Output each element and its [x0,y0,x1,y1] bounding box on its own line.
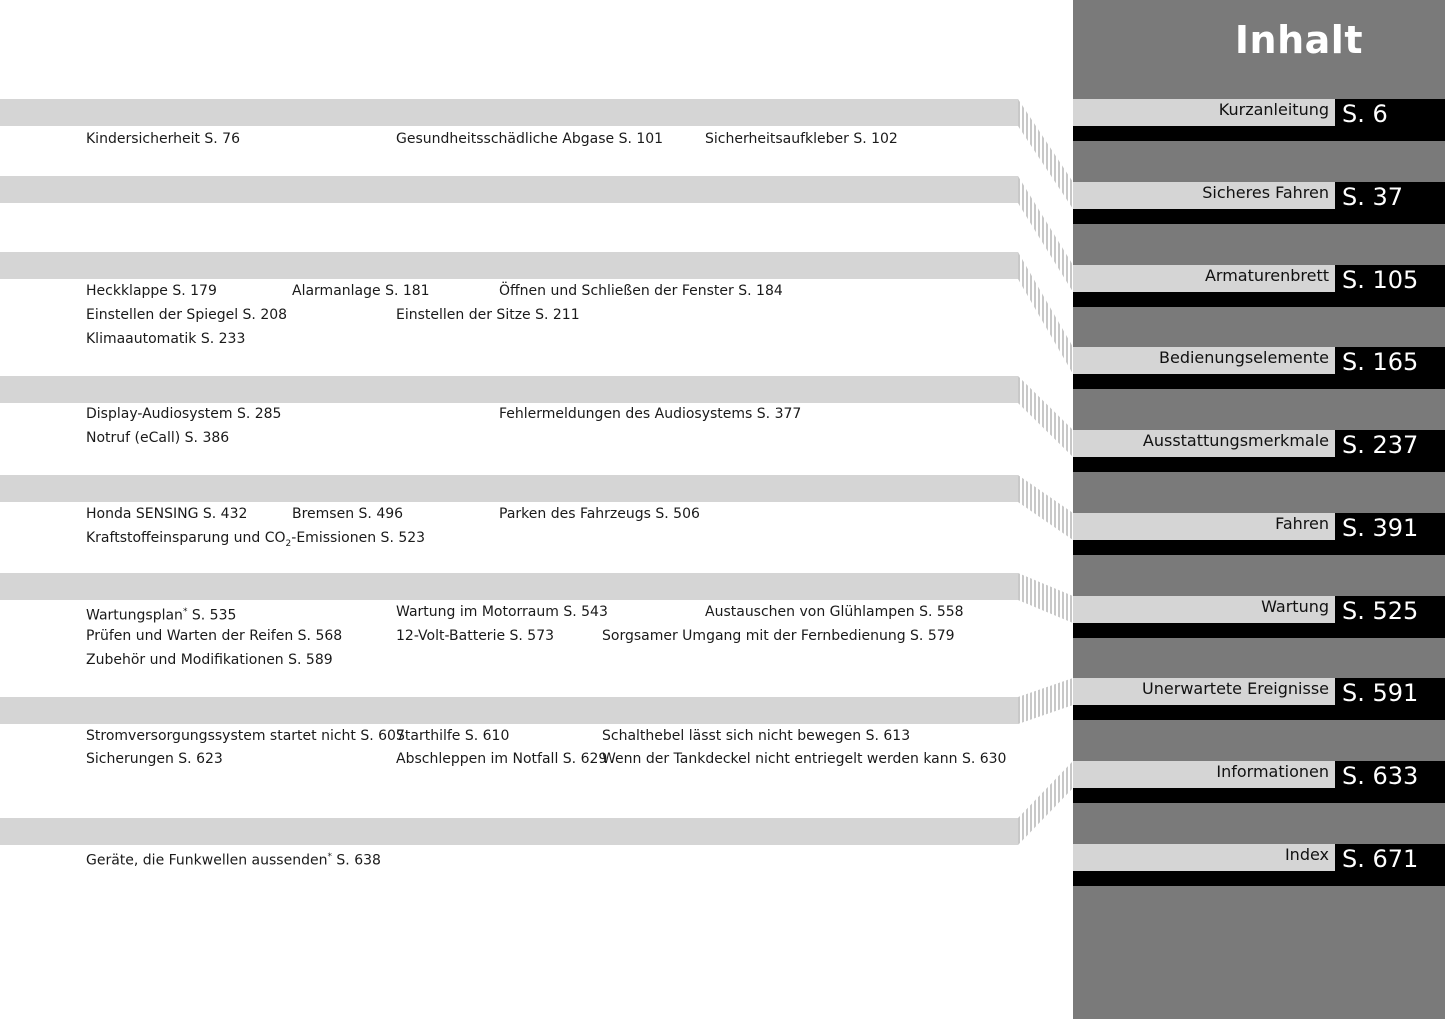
tab-label: Bedienungselemente [1073,347,1335,374]
entry-abschleppen[interactable]: Abschleppen im Notfall S. 629 [396,751,608,767]
section-bar-informationen [0,818,1018,845]
tab-label: Kurzanleitung [1073,99,1335,126]
entry-notruf[interactable]: Notruf (eCall) S. 386 [86,430,230,446]
entry-fehlermeldungen[interactable]: Fehlermeldungen des Audiosystems S. 377 [499,406,802,422]
entry-page: S. 638 [331,852,381,869]
tab-label: Index [1073,844,1335,871]
section-bar-armaturenbrett [0,176,1018,203]
entry-wartungsplan[interactable] [86,603,236,625]
entry-text: Geräte, die Funkwellen aussenden [86,852,328,869]
entry-zubehoer[interactable]: Zubehör und Modifikationen S. 589 [86,652,333,668]
tab-label: Informationen [1073,761,1335,788]
entry-funkwellen[interactable] [86,848,381,870]
subscript: 2 [285,538,292,549]
asterisk: * [182,607,188,617]
entry-starthilfe[interactable]: Starthilfe S. 610 [396,728,510,744]
tab-label: Wartung [1073,596,1335,623]
entry-motorraum[interactable]: Wartung im Motorraum S. 543 [396,604,608,620]
tab-label: Armaturenbrett [1073,265,1335,292]
entry-schalthebel[interactable]: Schalthebel lässt sich nicht bewegen S. 613 [602,728,911,744]
tab-bedienungselemente[interactable] [1073,347,1445,389]
asterisk: * [327,852,332,862]
section-bar-unerwartete-ereignisse [0,697,1018,724]
connector-ausstattungsmerkmale [1018,376,1073,457]
tab-label: Sicheres Fahren [1073,182,1335,209]
tab-sicheres-fahren[interactable] [1073,182,1445,224]
tab-wartung[interactable] [1073,596,1445,638]
entry-sicherungen[interactable]: Sicherungen S. 623 [86,751,223,767]
tab-page: S. 37 [1335,182,1445,224]
entry-text: -Emissionen S. 523 [291,530,426,546]
entry-tankdeckel[interactable]: Wenn der Tankdeckel nicht entriegelt werden kann S. 630 [602,751,1007,767]
tab-label: Fahren [1073,513,1335,540]
tab-page: S. 237 [1335,430,1445,472]
connector-wartung [1018,573,1073,623]
entry-heckklappe[interactable]: Heckklappe S. 179 [86,283,217,299]
entry-sitze[interactable]: Einstellen der Sitze S. 211 [396,307,580,323]
entry-alarmanlage[interactable]: Alarmanlage S. 181 [292,283,430,299]
entry-text: Kraftstoffeinsparung und CO [86,530,286,546]
section-bar-bedienungselemente [0,252,1018,279]
entry-klimaautomatik[interactable]: Klimaautomatik S. 233 [86,331,246,347]
connector-informationen [1018,761,1073,845]
entry-fenster[interactable]: Öffnen und Schließen der Fenster S. 184 [499,283,783,299]
tab-page: S. 671 [1335,844,1445,886]
tab-armaturenbrett[interactable] [1073,265,1445,307]
entry-text: Wartungsplan [86,607,183,624]
section-bar-sicheres-fahren [0,99,1018,126]
section-bar-fahren [0,475,1018,502]
tab-label: Unerwartete Ereignisse [1073,678,1335,705]
entry-bremsen[interactable]: Bremsen S. 496 [292,506,404,522]
entry-sicherheitsaufkleber[interactable]: Sicherheitsaufkleber S. 102 [705,131,898,147]
entry-reifen[interactable]: Prüfen und Warten der Reifen S. 568 [86,628,343,644]
entry-page: S. 535 [187,607,237,624]
tab-index[interactable] [1073,844,1445,886]
tab-page: S. 633 [1335,761,1445,803]
tab-page: S. 525 [1335,596,1445,638]
tab-informationen[interactable] [1073,761,1445,803]
entry-stromversorgung[interactable]: Stromversorgungssystem startet nicht S. 607 [86,728,405,744]
tab-kurzanleitung[interactable] [1073,99,1445,141]
tab-label: Ausstattungsmerkmale [1073,430,1335,457]
entry-batterie[interactable]: 12-Volt-Batterie S. 573 [396,628,555,644]
tab-page: S. 591 [1335,678,1445,720]
entry-gluehlampen[interactable]: Austauschen von Glühlampen S. 558 [705,604,964,620]
entry-honda-sensing[interactable]: Honda SENSING S. 432 [86,506,248,522]
connector-fahren [1018,475,1073,540]
entry-kraftstoffeinsparung[interactable] [86,529,425,553]
tab-page: S. 105 [1335,265,1445,307]
tab-page: S. 165 [1335,347,1445,389]
tab-unerwartete-ereignisse[interactable] [1073,678,1445,720]
tab-ausstattungsmerkmale[interactable] [1073,430,1445,472]
entry-kindersicherheit[interactable]: Kindersicherheit S. 76 [86,131,240,147]
entry-abgase[interactable]: Gesundheitsschädliche Abgase S. 101 [396,131,664,147]
entry-fernbedienung[interactable]: Sorgsamer Umgang mit der Fernbedienung S. 579 [602,628,955,644]
page-title: Inhalt [1234,18,1363,62]
entry-parken[interactable]: Parken des Fahrzeugs S. 506 [499,506,700,522]
tab-fahren[interactable] [1073,513,1445,555]
section-bar-ausstattungsmerkmale [0,376,1018,403]
entry-display-audiosystem[interactable]: Display-Audiosystem S. 285 [86,406,282,422]
tab-page: S. 6 [1335,99,1445,141]
entry-spiegel[interactable]: Einstellen der Spiegel S. 208 [86,307,288,323]
tab-connectors [1018,95,1076,895]
section-bar-wartung [0,573,1018,600]
tab-page: S. 391 [1335,513,1445,555]
connector-unerwartete-ereignisse [1018,678,1073,724]
